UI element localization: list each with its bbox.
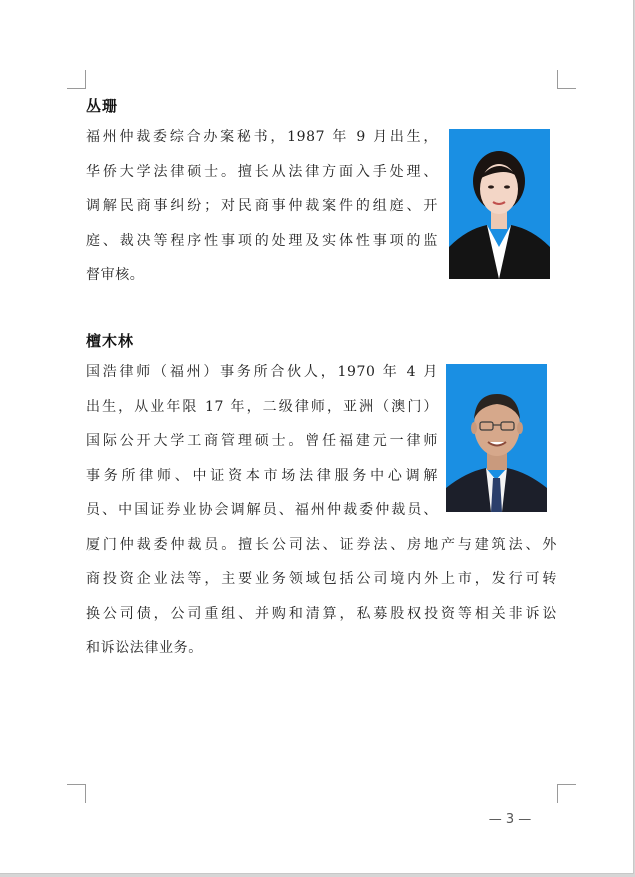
person-bio-1 xyxy=(86,120,438,293)
bio-line: 商投资企业法等，主要业务领域包括公司境内外上市，发行可转 xyxy=(86,571,557,587)
bio-line: 国浩律师（福州）事务所合伙人，1970 年 4 月 xyxy=(86,364,438,380)
bio-line: 和诉讼法律业务。 xyxy=(86,640,203,656)
person-bio-2-full xyxy=(86,528,557,666)
crop-mark-bottom-right xyxy=(557,784,576,803)
crop-mark-top-right xyxy=(557,70,576,89)
bio-line: 换公司债，公司重组、并购和清算，私募股权投资等相关非诉讼 xyxy=(86,605,557,622)
bio-line: 华侨大学法律硕士。擅长从法律方面入手处理、 xyxy=(86,163,438,180)
bio-line: 福州仲裁委综合办案秘书，1987 年 9 月出生， xyxy=(86,129,438,145)
person-bio-2-wrapped xyxy=(86,355,438,528)
bio-line: 出生，从业年限 17 年，二级律师，亚洲（澳门） xyxy=(86,398,438,415)
bio-line: 调解民商事纠纷；对民商事仲裁案件的组庭、开 xyxy=(86,198,438,214)
portrait-photo-1 xyxy=(449,129,550,279)
portrait-photo-2 xyxy=(446,364,547,512)
bio-line: 厦门仲裁委仲裁员。擅长公司法、证券法、房地产与建筑法、外 xyxy=(86,536,557,553)
crop-mark-bottom-left xyxy=(67,784,86,803)
bio-line: 庭、裁决等程序性事项的处理及实体性事项的监 xyxy=(86,232,438,249)
bio-line: 事务所律师、中证资本市场法律服务中心调解 xyxy=(86,467,438,484)
page-number: — 3 — xyxy=(488,812,532,827)
crop-mark-top-left xyxy=(67,70,86,89)
bio-line: 督审核。 xyxy=(86,267,145,283)
person-name-2: 檀木林 xyxy=(86,332,135,350)
person-name-1: 丛珊 xyxy=(86,97,119,115)
bio-line: 国际公开大学工商管理硕士。曾任福建元一律师 xyxy=(86,433,438,449)
bio-line: 员、中国证券业协会调解员、福州仲裁委仲裁员、 xyxy=(86,502,438,518)
